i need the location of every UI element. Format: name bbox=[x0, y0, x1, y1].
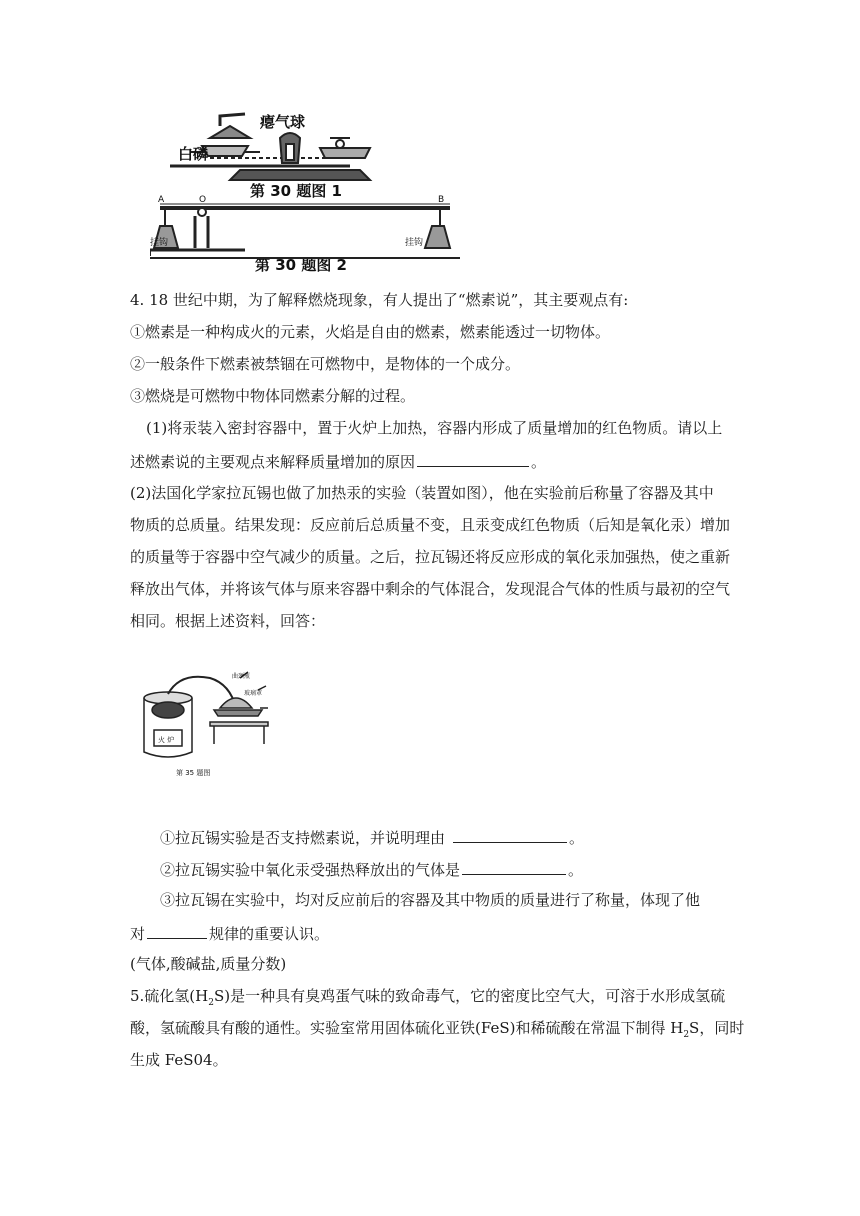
fig3-label-furnace: 火 炉 bbox=[158, 736, 175, 744]
q4-sub1-line1: (1)将汞装入密封容器中，置于火炉上加热，容器内形成了质量增加的红色物质。请以上 bbox=[146, 419, 723, 437]
fig2-label-o: O bbox=[199, 195, 207, 205]
q4-point-1: ①燃素是一种构成火的元素，火焰是自由的燃素，燃素能透过一切物体。 bbox=[130, 323, 611, 341]
q5-line2 bbox=[130, 1018, 744, 1045]
q4-sub2-line5: 相同。根据上述资料，回答： bbox=[130, 612, 326, 630]
q4-answer-1-text: ①拉瓦锡实验是否支持燃素说，并说明理由 bbox=[160, 829, 446, 847]
q5-line1 bbox=[130, 986, 725, 1013]
fig2-label-left-hook: 挂钩 bbox=[150, 238, 169, 248]
q5-line3: 生成 FeS04。 bbox=[130, 1051, 228, 1069]
q5-subscript-2: 2 bbox=[683, 1030, 690, 1040]
q4-answer-2-text: ②拉瓦锡实验中氧化汞受强热释放出的气体是 bbox=[160, 861, 461, 879]
answer-blank-2[interactable] bbox=[453, 826, 567, 843]
fig1-label-ball: 瘪气球 bbox=[260, 113, 306, 131]
q5-line2-a: 酸，氢硫酸具有酸的通性。实验室常用固体硫化亚铁(FeS)和稀硫酸在常温下制得 H bbox=[130, 1019, 684, 1037]
q4-sub2-line1: (2)法国化学家拉瓦锡也做了加热汞的实验（装置如图），他在实验前后称量了容器及其中 bbox=[130, 484, 714, 502]
q4-answer-1-end: 。 bbox=[569, 829, 585, 847]
q4-sub1-text: 述燃素说的主要观点来解释质量增加的原因 bbox=[130, 453, 416, 471]
q4-point-3: ③燃烧是可燃物中物体同燃素分解的过程。 bbox=[130, 387, 416, 405]
answer-blank-4[interactable] bbox=[147, 922, 207, 939]
q4-sub1-line2 bbox=[130, 450, 546, 472]
fig2-label-b: B bbox=[438, 195, 445, 205]
q4-sub2-line4: 释放出气体，并将该气体与原来容器中剩余的气体混合，发现混合气体的性质与最初的空气 bbox=[130, 580, 731, 598]
q4-answer-3-pre: 对 bbox=[130, 925, 146, 943]
q4-answer-3-line1: ③拉瓦锡在实验中，均对反应前后的容器及其中物质的质量进行了称量，体现了他 bbox=[160, 891, 701, 909]
topic-tags: (气体,酸碱盐,质量分数) bbox=[130, 955, 287, 973]
q4-intro: 4. 18 世纪中期，为了解释燃烧现象，有人提出了“燃素说”，其主要观点有: bbox=[130, 291, 629, 309]
fig3-label-bell: 玻璃罩 bbox=[244, 690, 263, 697]
answer-blank-1[interactable] bbox=[417, 450, 529, 467]
q4-sub2-line2: 物质的总质量。结果发现：反应前后总质量不变，且汞变成红色物质（后知是氧化汞）增加 bbox=[130, 516, 731, 534]
q4-answer-2-end: 。 bbox=[568, 861, 584, 879]
q4-answer-3-line2 bbox=[130, 922, 329, 944]
figure-30-diagram bbox=[150, 108, 490, 273]
q4-point-2: ②一般条件下燃素被禁锢在可燃物中，是物体的一个成分。 bbox=[130, 355, 521, 373]
fig3-caption: 第 35 题图 bbox=[176, 769, 211, 777]
fig2-lever bbox=[150, 204, 450, 256]
fig1-label-phosphorus: 白磷 bbox=[178, 145, 209, 163]
q5-line1-a: 5.硫化氢(H bbox=[130, 987, 209, 1005]
fig3-label-tube: 曲颈瓶 bbox=[232, 673, 251, 680]
q4-answer-3-post: 规律的重要认识。 bbox=[209, 925, 330, 943]
q4-answer-2 bbox=[160, 858, 583, 880]
q4-sub1-end: 。 bbox=[531, 453, 547, 471]
q5-subscript-1: 2 bbox=[208, 998, 214, 1008]
q5-line1-b: S)是一种具有臭鸡蛋气味的致命毒气，它的密度比空气大，可溶于水形成氢硫 bbox=[213, 987, 726, 1005]
answer-blank-3[interactable] bbox=[462, 858, 566, 875]
fig2-caption: 第 30 题图 2 bbox=[255, 256, 347, 273]
q5-line2-b: S，同时 bbox=[689, 1019, 745, 1037]
q4-sub2-line3: 的质量等于容器中空气减少的质量。之后，拉瓦锡还将反应形成的氧化汞加强热，使之重新 bbox=[130, 548, 731, 566]
q4-answer-1 bbox=[160, 826, 584, 848]
figure-35-apparatus bbox=[140, 668, 280, 778]
fig1-caption: 第 30 题图 1 bbox=[250, 182, 342, 200]
fig2-label-right-hook: 挂钩 bbox=[405, 238, 424, 248]
fig2-label-a: A bbox=[158, 195, 165, 205]
